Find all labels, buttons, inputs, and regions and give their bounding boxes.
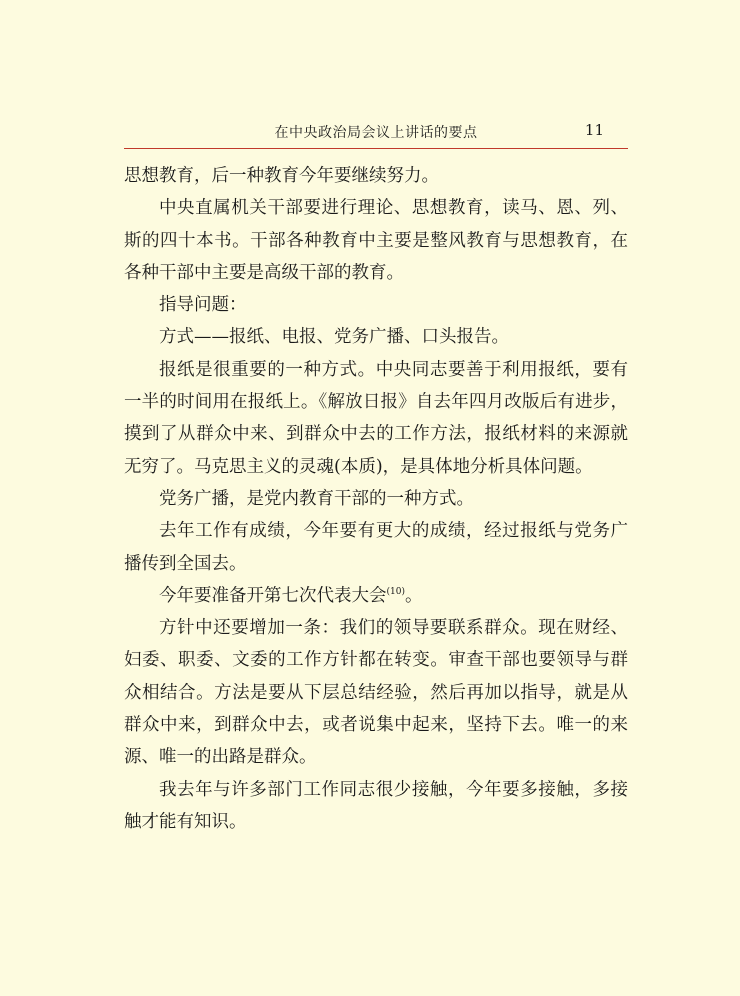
paragraph: 方式——报纸、电报、党务广播、口头报告。 (159, 327, 509, 348)
header-title: 在中央政治局会议上讲话的要点 (274, 125, 478, 141)
paragraph: 党务广播，是党内教育干部的一种方式。 (159, 488, 474, 509)
paragraph: 思想教育，后一种教育今年要继续努力。 (124, 166, 439, 186)
body-text (124, 160, 628, 838)
paragraph: 指导问题： (159, 295, 247, 316)
page-number: 11 (584, 121, 604, 139)
paragraph: 报纸是很重要的一种方式。中央同志要善于利用报纸，要有一半的时间用在报纸上。《解放日报》自去年四月改版后有进步，摸到了从群众中来、到群众中去的工作方法，报纸材料的来源就无穷了。马克思主义的灵魂(本质)，是具体地分析具体问题。 (124, 359, 628, 477)
paragraph: 去年工作有成绩，今年要有更大的成绩，经过报纸与党务广播传到全国去。 (124, 521, 628, 574)
paragraph (124, 580, 628, 612)
paragraph-text: 今年要准备开第七次代表大会 (159, 585, 387, 606)
running-header (124, 120, 628, 149)
paragraph: 中央直属机关干部要进行理论、思想教育，读马、恩、列、斯的四十本书。干部各种教育中主要是整风教育与思想教育，在各种干部中主要是高级干部的教育。 (124, 198, 628, 283)
paragraph-tail: 。 (404, 585, 423, 606)
paragraph: 我去年与许多部门工作同志很少接触，今年要多接触，多接触才能有知识。 (124, 779, 628, 832)
footnote-reference[interactable]: (10) (386, 587, 405, 598)
paragraph: 方针中还要增加一条：我们的领导要联系群众。现在财经、妇委、职委、文委的工作方针都在转变。审查干部也要领导与群众相结合。方法是要从下层总结经验，然后再加以指导，就是从群众中来，到群众中去，或者说集中起来，坚持下去。唯一的来源、唯一的出路是群众。 (124, 618, 628, 768)
